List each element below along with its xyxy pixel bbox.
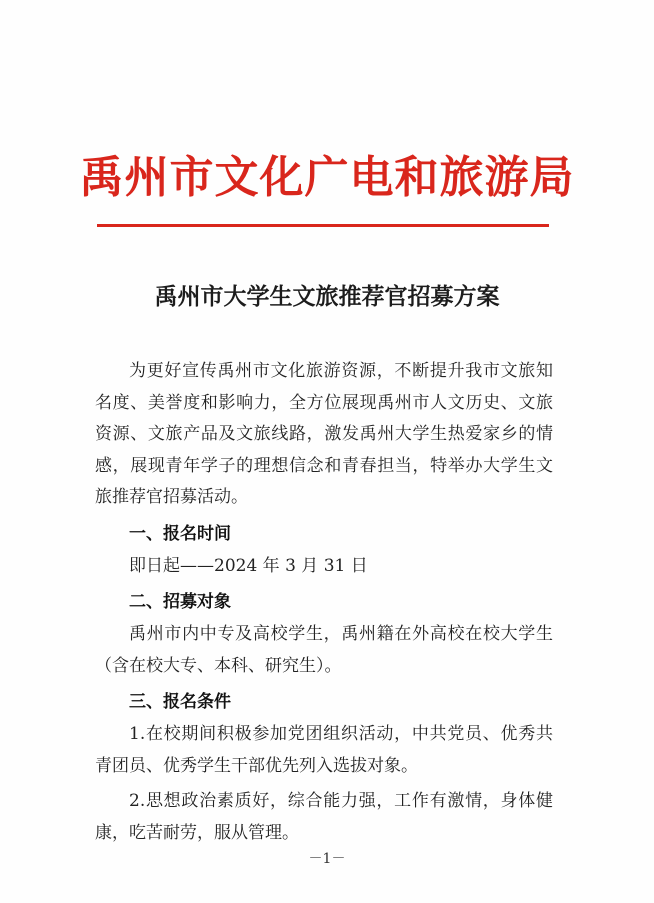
document-title: 禹州市大学生文旅推荐官招募方案 xyxy=(154,283,500,310)
page-number: －1－ xyxy=(308,851,346,867)
document-body xyxy=(95,356,553,849)
condition-item-1: 1.在校期间积极参加党团组织活动，中共党员、优秀共青团员、优秀学生干部优先列入选拔对象。 xyxy=(95,724,553,776)
condition-item-2: 2.思想政治素质好，综合能力强，工作有激情，身体健康，吃苦耐劳，服从管理。 xyxy=(95,791,553,843)
recruitment-target-text: 禹州市内中专及高校学生，禹州籍在外高校在校大学生（含在校大专、本科、研究生）。 xyxy=(95,624,553,676)
registration-time-text: 即日起——2024 年 3 月 31 日 xyxy=(129,555,368,576)
section-heading-recruitment-target: 二、招募对象 xyxy=(129,592,231,612)
intro-paragraph: 为更好宣传禹州市文化旅游资源，不断提升我市文旅知名度、美誉度和影响力，全方位展现禹州市人文历史、文旅资源、文旅产品及文旅线路，激发禹州大学生热爱家乡的情感，展现青年学子的理想信念和青春担当，特举办大学生文旅推荐官招募活动。 xyxy=(95,361,553,507)
issuing-organization: 禹州市文化广电和旅游局 xyxy=(79,152,575,203)
red-header-rule xyxy=(97,224,549,227)
section-heading-registration-time: 一、报名时间 xyxy=(129,523,231,544)
section-heading-conditions: 三、报名条件 xyxy=(129,692,231,712)
